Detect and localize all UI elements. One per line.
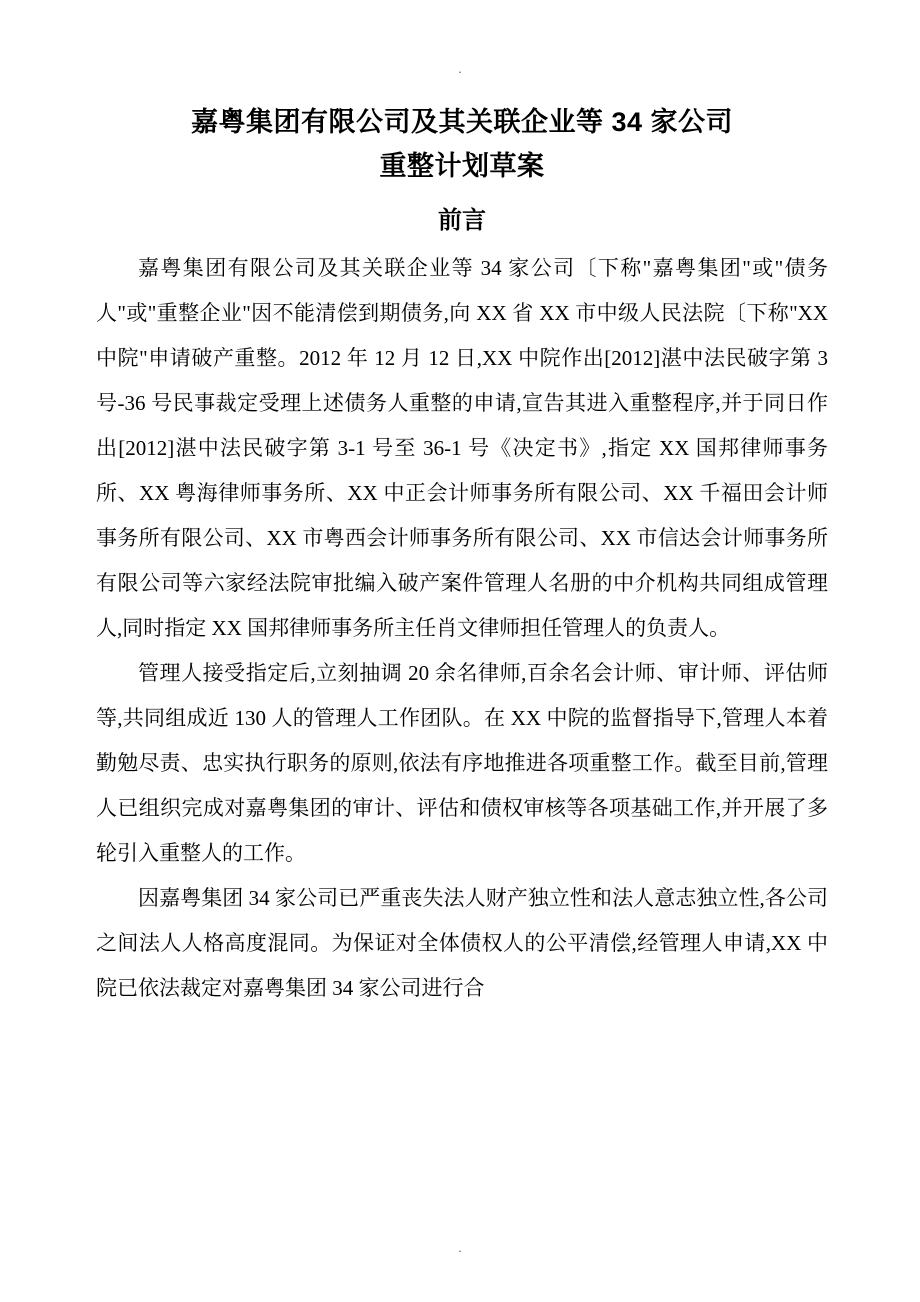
page-title-line-2: 重整计划草案 [379,151,545,181]
document-content [96,100,828,1011]
page-footer-mark: . [458,1240,462,1255]
paragraph-3: 因嘉粤集团 34 家公司已严重丧失法人财产独立性和法人意志独立性,各公司之间法人人格高度混同。为保证对全体债权人的公平清偿,经管理人申请,XX 中院已依法裁定对嘉粤集团 34 家公司进行合 [96,886,828,1000]
paragraph-1: 嘉粤集团有限公司及其关联企业等 34 家公司〔下称"嘉粤集团"或"债务人"或"重整企业"因不能清偿到期债务,向 XX 省 XX 市中级人民法院〔下称"XX 中院"申请破产重整。2012 年 12 月 12 日,XX 中院作出[2012]湛中法民破字第 3 号-36 号民事裁定受理上述债务人重整的申请,宣告其进入重整程序,并于同日作出[2012]湛中法民破字第 3-1 号至 36-1 号《决定书》,指定 XX 国邦律师事务所、XX 粤海律师事务所、XX 中正会计师事务所有限公司、XX 千福田会计师事务所有限公司、XX 市粤西会计师事务所有限公司、XX 市信达会计师事务所有限公司等六家经法院审批编入破产案件管理人名册的中介机构共同组成管理人,同时指定 XX 国邦律师事务所主任肖文律师担任管理人的负责人。 [96,256,828,640]
page-title [96,100,828,188]
paragraph-2: 管理人接受指定后,立刻抽调 20 余名律师,百余名会计师、审计师、评估师等,共同组成近 130 人的管理人工作团队。在 XX 中院的监督指导下,管理人本着勤勉尽责、忠实执行职务的原则,依法有序地推进各项重整工作。截至目前,管理人已组织完成对嘉粤集团的审计、评估和债权审核等各项基础工作,并开展了多轮引入重整人的工作。 [96,661,828,865]
section-heading-preface: 前言 [438,207,486,234]
page-title-line-1: 嘉粤集团有限公司及其关联企业等 34 家公司 [190,107,734,137]
page-header-mark: . [458,61,462,76]
